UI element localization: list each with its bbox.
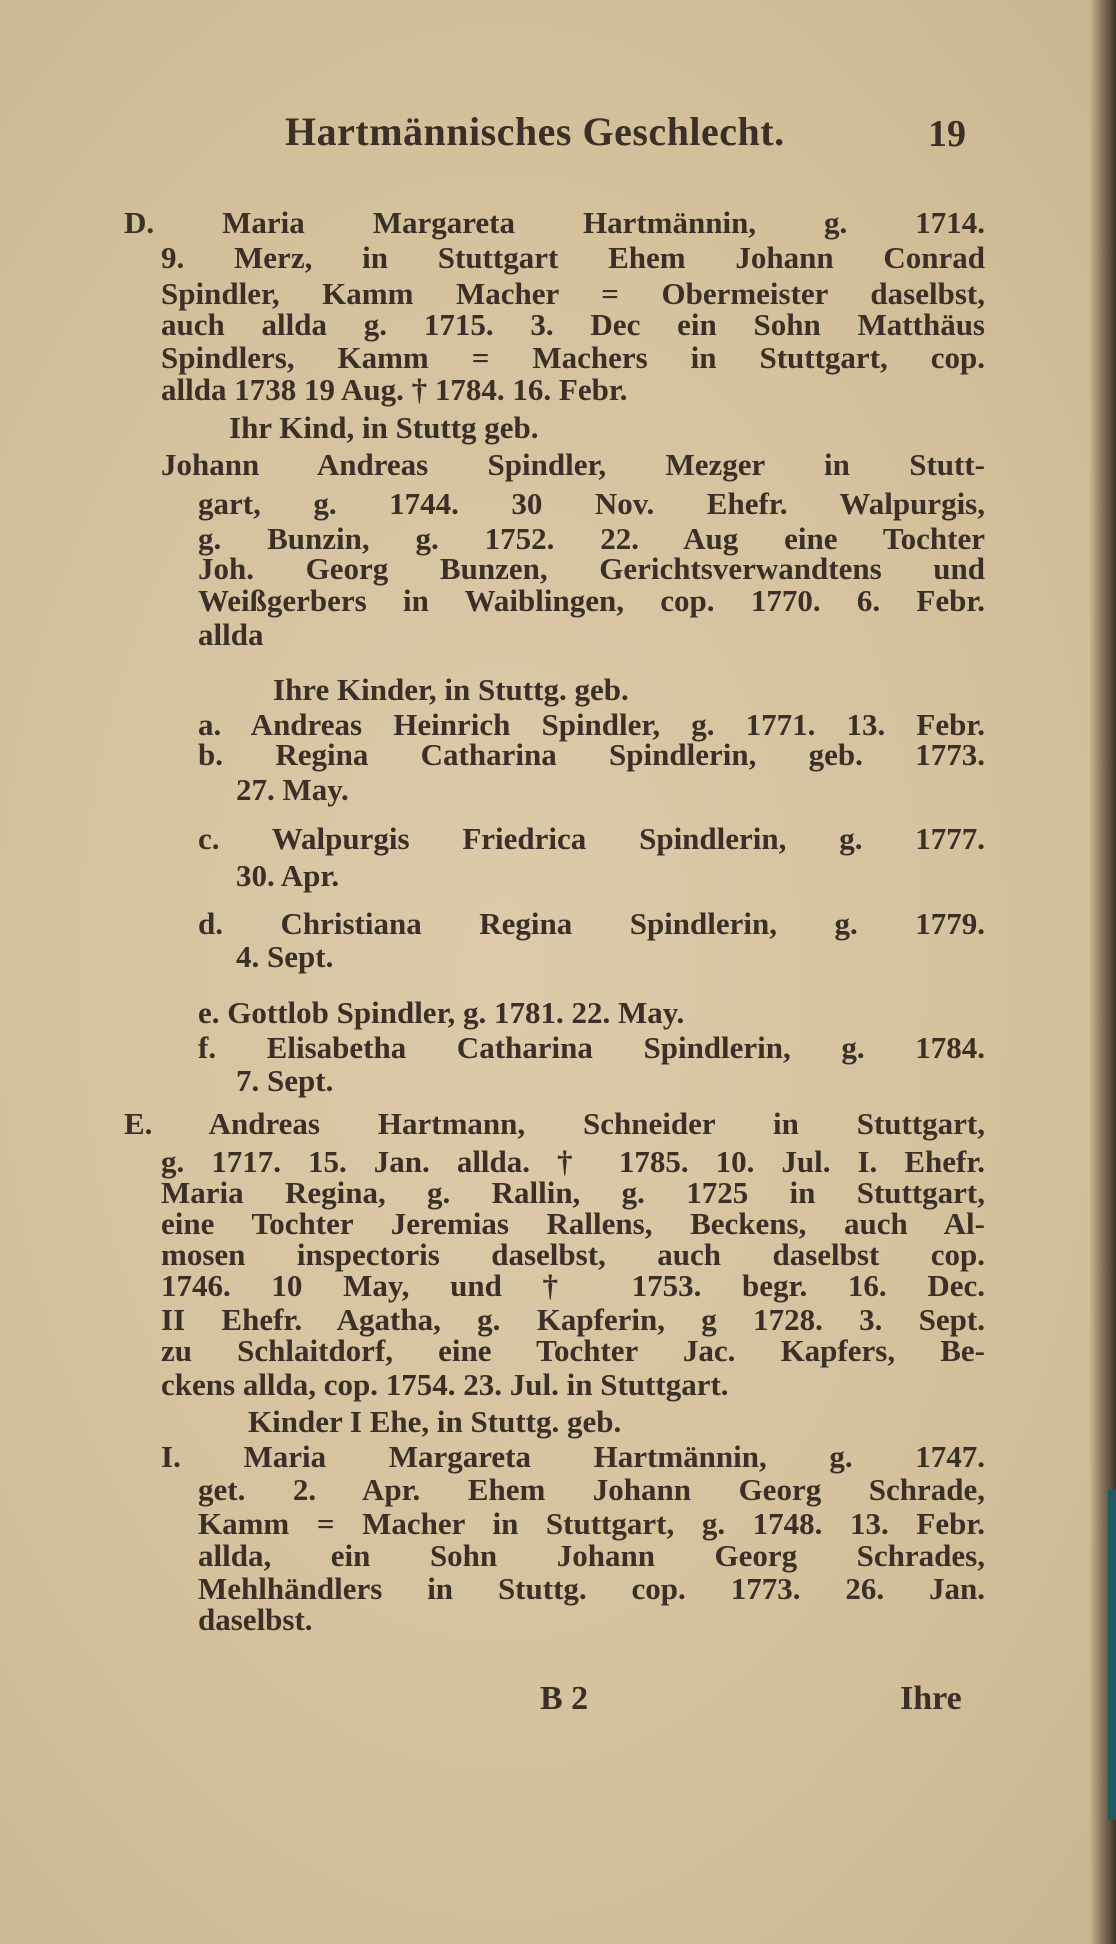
text-line: Spindler, Kamm Macher = Obermeister daselbst, [161,276,985,311]
text-line: Maria Regina, g. Rallin, g. 1725 in Stuttgart, [161,1175,985,1210]
text-line: Ihre Kinder, in Stuttg. geb. [273,672,629,707]
text-line: eine Tochter Jeremias Rallens, Beckens, auch Al- [161,1206,985,1241]
text-line: get. 2. Apr. Ehem Johann Georg Schrade, [198,1472,985,1507]
signature-mark: B 2 [540,1680,589,1717]
running-head: Hartmännisches Geschlecht. [285,109,785,154]
text-line: 7. Sept. [236,1063,334,1098]
text-line: mosen inspectoris daselbst, auch daselbst cop. [161,1237,985,1272]
text-line: b. Regina Catharina Spindlerin, geb. 1773. [198,737,985,772]
text-line: II Ehefr. Agatha, g. Kapferin, g 1728. 3. Sept. [161,1302,985,1337]
text-line: daselbst. [198,1602,313,1637]
text-line: Johann Andreas Spindler, Mezger in Stutt- [161,447,985,482]
text-line: d. Christiana Regina Spindlerin, g. 1779. [198,906,985,941]
text-line: Kinder I Ehe, in Stuttg. geb. [248,1404,622,1439]
text-line: zu Schlaitdorf, eine Tochter Jac. Kapfers, Be- [161,1333,985,1368]
text-line: g. 1717. 15. Jan. allda. † 1785. 10. Jul. I. Ehefr. [161,1144,985,1179]
text-line: D. Maria Margareta Hartmännin, g. 1714. [124,205,985,240]
page-number: 19 [928,113,966,155]
text-line: allda, ein Sohn Johann Georg Schrades, [198,1538,985,1573]
text-line: 4. Sept. [236,939,334,974]
text-line: gart, g. 1744. 30 Nov. Ehefr. Walpurgis, [198,486,985,521]
text-line: Kamm = Macher in Stuttgart, g. 1748. 13. Febr. [198,1506,985,1541]
text-line: Joh. Georg Bunzen, Gerichtsverwandtens und [198,551,985,586]
text-line: Mehlhändlers in Stuttg. cop. 1773. 26. Jan. [198,1571,985,1606]
text-line: E. Andreas Hartmann, Schneider in Stuttgart, [124,1106,985,1141]
catchword: Ihre [900,1680,962,1717]
text-line: I. Maria Margareta Hartmännin, g. 1747. [161,1439,985,1474]
text-line: 30. Apr. [236,858,340,893]
text-line: Spindlers, Kamm = Machers in Stuttgart, cop. [161,340,985,375]
text-line: c. Walpurgis Friedrica Spindlerin, g. 1777. [198,821,985,856]
text-line: Weißgerbers in Waiblingen, cop. 1770. 6. Febr. [198,583,985,618]
text-line: f. Elisabetha Catharina Spindlerin, g. 1784. [198,1030,985,1065]
text-line: allda [198,617,264,652]
text-line: g. Bunzin, g. 1752. 22. Aug eine Tochter [198,521,985,556]
text-line: auch allda g. 1715. 3. Dec ein Sohn Matthäus [161,307,985,342]
text-line: ckens allda, cop. 1754. 23. Jul. in Stuttgart. [161,1367,729,1402]
text-line: 9. Merz, in Stuttgart Ehem Johann Conrad [161,240,985,275]
text-line: 1746. 10 May, und † 1753. begr. 16. Dec. [161,1268,985,1303]
page-edge-marker [1108,1490,1116,1820]
text-line: allda 1738 19 Aug. † 1784. 16. Febr. [161,372,628,407]
text-line: 27. May. [236,772,349,807]
text-line: Ihr Kind, in Stuttg geb. [229,410,539,445]
text-line: e. Gottlob Spindler, g. 1781. 22. May. [198,995,685,1030]
text-line: a. Andreas Heinrich Spindler, g. 1771. 13. Febr. [198,707,985,742]
